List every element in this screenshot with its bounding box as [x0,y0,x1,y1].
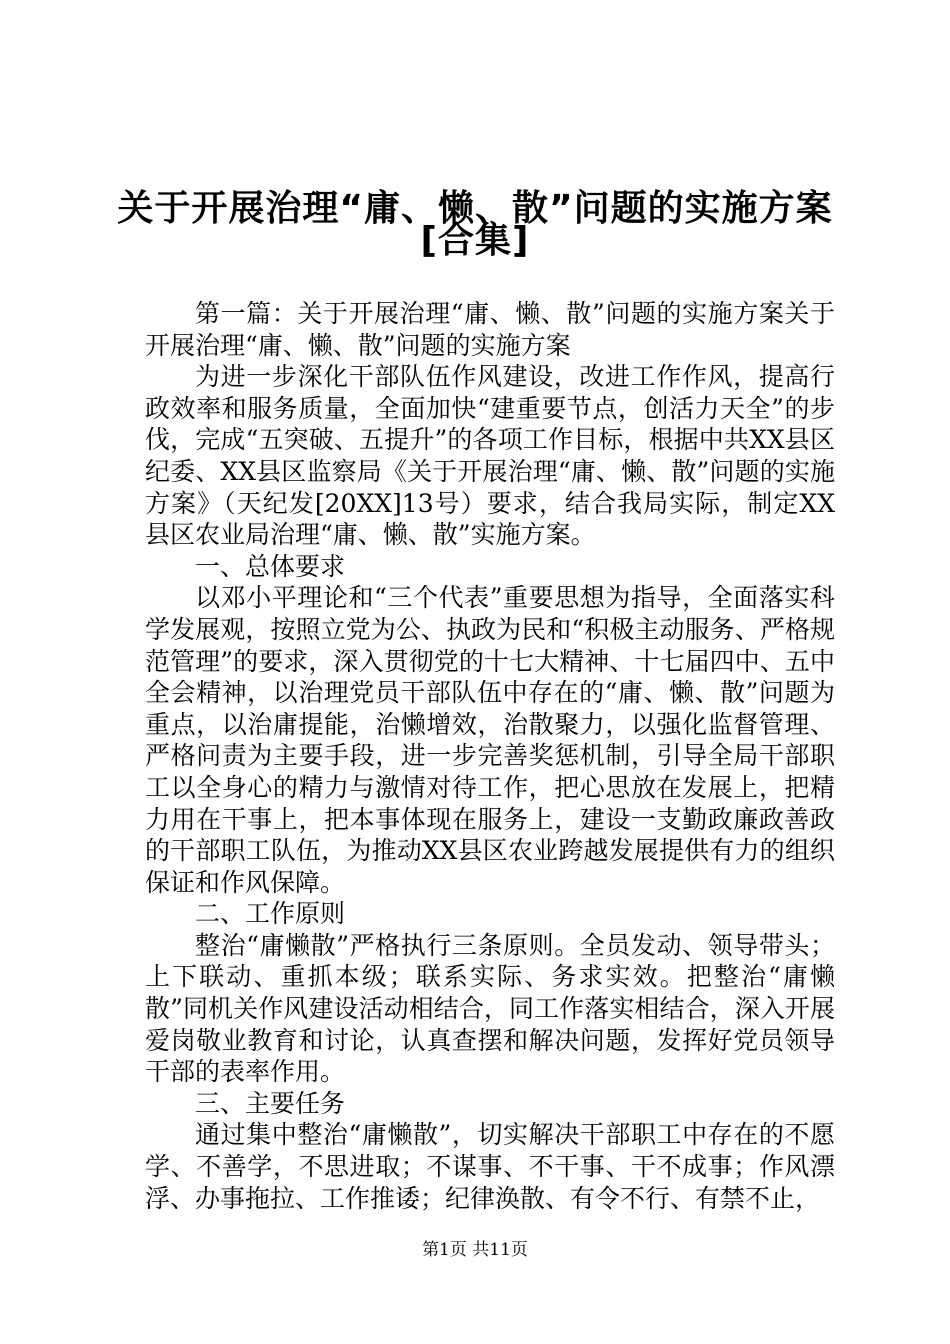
paragraph-section-heading: 第一篇：关于开展治理“庸、懒、散”问题的实施方案关于开展治理“庸、懒、散”问题的实施方案 [145,299,835,360]
heading-general-requirements: 一、总体要求 [195,551,346,581]
page-footer: 第1页 共11页 [422,1240,528,1260]
paragraph-main-tasks: 通过集中整治“庸懒散”，切实解决干部职工中存在的不愿学、不善学，不思进取；不谋事、不干事、干不成事；作风漂浮、办事拖拉、工作推诿；纪律涣散、有令不行、有禁不止， [145,1120,835,1213]
paragraph-general-requirements: 以邓小平理论和“三个代表”重要思想为指导，全面落实科学发展观，按照立党为公、执政为民和“积极主动服务、严格规范管理”的要求，深入贯彻党的十七大精神、十七届四中、五中全会精神，以治理党员干部队伍中存在的“庸、懒、散”问题为重点，以治庸提能，治懒增效，治散聚力，以强化监督管理、严格问责为主要手段，进一步完善奖惩机制，引导全局干部职工以全身心的精力与激情对待工作，把心思放在发展上，把精力用在干事上，把本事体现在服务上，建设一支勤政廉政善政的干部职工队伍，为推动XX县区农业跨越发展提供有力的组织保证和作风保障。 [145,583,835,897]
document-title-suffix: [合集] [420,220,530,261]
paragraph-intro: 为进一步深化干部队伍作风建设，改进工作作风，提高行政效率和服务质量，全面加快“建重要节点，创活力天全”的步伐，完成“五突破、五提升”的各项工作目标，根据中共XX县区纪委、XX县区监察局《关于开展治理“庸、懒、散”问题的实施方案》（天纪发[20XX]13号）要求，结合我局实际，制定XX县区农业局治理“庸、懒、散”实施方案。 [145,362,835,550]
document-title: 关于开展治理“庸、懒、散”问题的实施方案 [117,188,833,229]
heading-main-tasks: 三、主要任务 [195,1088,346,1118]
paragraph-work-principles: 整治“庸懒散”严格执行三条原则。全员发动、领导带头；上下联动、重抓本级；联系实际、务求实效。把整治“庸懒散”同机关作风建设活动相结合，同工作落实相结合，深入开展爱岗敬业教育和讨论，认真查摆和解决问题，发挥好党员领导干部的表率作用。 [145,930,835,1087]
heading-work-principles: 二、工作原则 [195,899,346,929]
document-body [145,298,835,1214]
